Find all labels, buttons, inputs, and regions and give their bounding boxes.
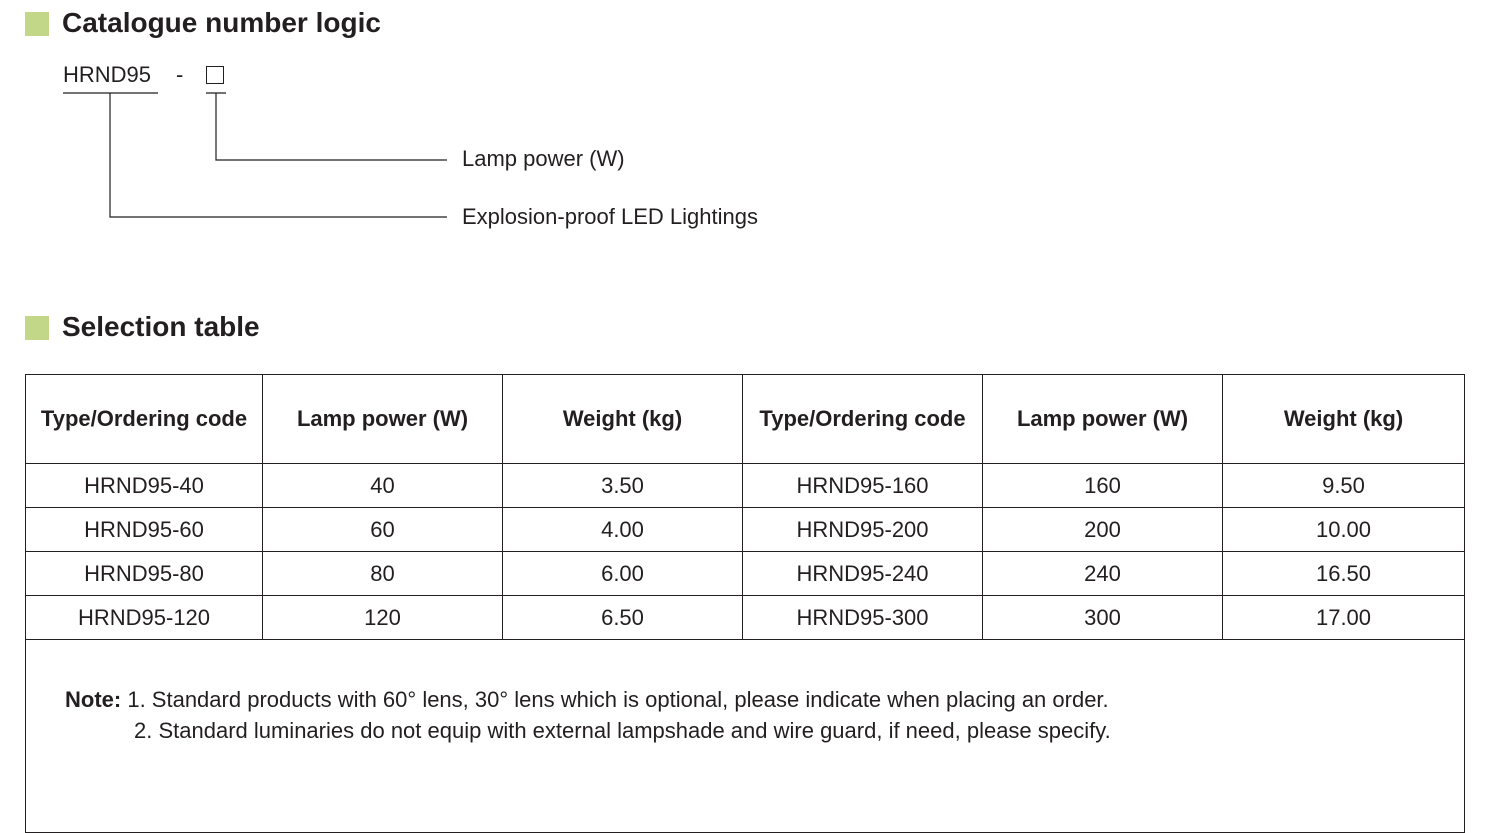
note-cell [26,640,1465,833]
cell-weight: 6.00 [503,552,743,596]
code-prefix: HRND95 [63,62,152,87]
power-connector-line [216,93,447,160]
cell-lamp-power: 60 [263,508,503,552]
cell-type-code: HRND95-60 [26,508,263,552]
cell-weight: 16.50 [1223,552,1465,596]
cell-weight: 17.00 [1223,596,1465,640]
selection-table [25,374,1465,833]
cell-type-code: HRND95-40 [26,464,263,508]
cell-lamp-power: 300 [983,596,1223,640]
cell-type-code: HRND95-240 [743,552,983,596]
code-separator: - [176,62,184,87]
cell-lamp-power: 200 [983,508,1223,552]
lamp-power-label: Lamp power (W) [462,146,625,171]
header-lamp-power: Lamp power (W) [983,375,1223,464]
header-weight: Weight (kg) [503,375,743,464]
product-connector-line [110,93,447,217]
header-type-code: Type/Ordering code [743,375,983,464]
table-header-row [26,375,1465,464]
note-text-1: 1. Standard products with 60° lens, 30° lens which is optional, please indicate when placing an order. [127,687,1109,712]
cell-lamp-power: 240 [983,552,1223,596]
note-line-1 [65,684,1464,715]
table-row [26,596,1465,640]
table-row [26,552,1465,596]
cell-type-code: HRND95-160 [743,464,983,508]
selection-table-title: Selection table [62,311,260,342]
table-row [26,464,1465,508]
cell-type-code: HRND95-300 [743,596,983,640]
cell-type-code: HRND95-80 [26,552,263,596]
note-row [26,640,1465,833]
cell-weight: 4.00 [503,508,743,552]
note-line-2 [65,715,1464,746]
section-marker-selection [25,316,49,340]
cell-lamp-power: 40 [263,464,503,508]
cell-type-code: HRND95-120 [26,596,263,640]
cell-lamp-power: 160 [983,464,1223,508]
catalogue-logic-title: Catalogue number logic [62,7,381,38]
cell-weight: 9.50 [1223,464,1465,508]
cell-weight: 3.50 [503,464,743,508]
header-weight: Weight (kg) [1223,375,1465,464]
cell-lamp-power: 120 [263,596,503,640]
product-type-label: Explosion-proof LED Lightings [462,204,758,229]
cell-weight: 10.00 [1223,508,1465,552]
header-type-code: Type/Ordering code [26,375,263,464]
table-row [26,508,1465,552]
cell-weight: 6.50 [503,596,743,640]
header-lamp-power: Lamp power (W) [263,375,503,464]
cell-type-code: HRND95-200 [743,508,983,552]
note-text-2: 2. Standard luminaries do not equip with external lampshade and wire guard, if need, please specify. [134,718,1111,743]
note-label: Note: [65,687,122,712]
cell-lamp-power: 80 [263,552,503,596]
